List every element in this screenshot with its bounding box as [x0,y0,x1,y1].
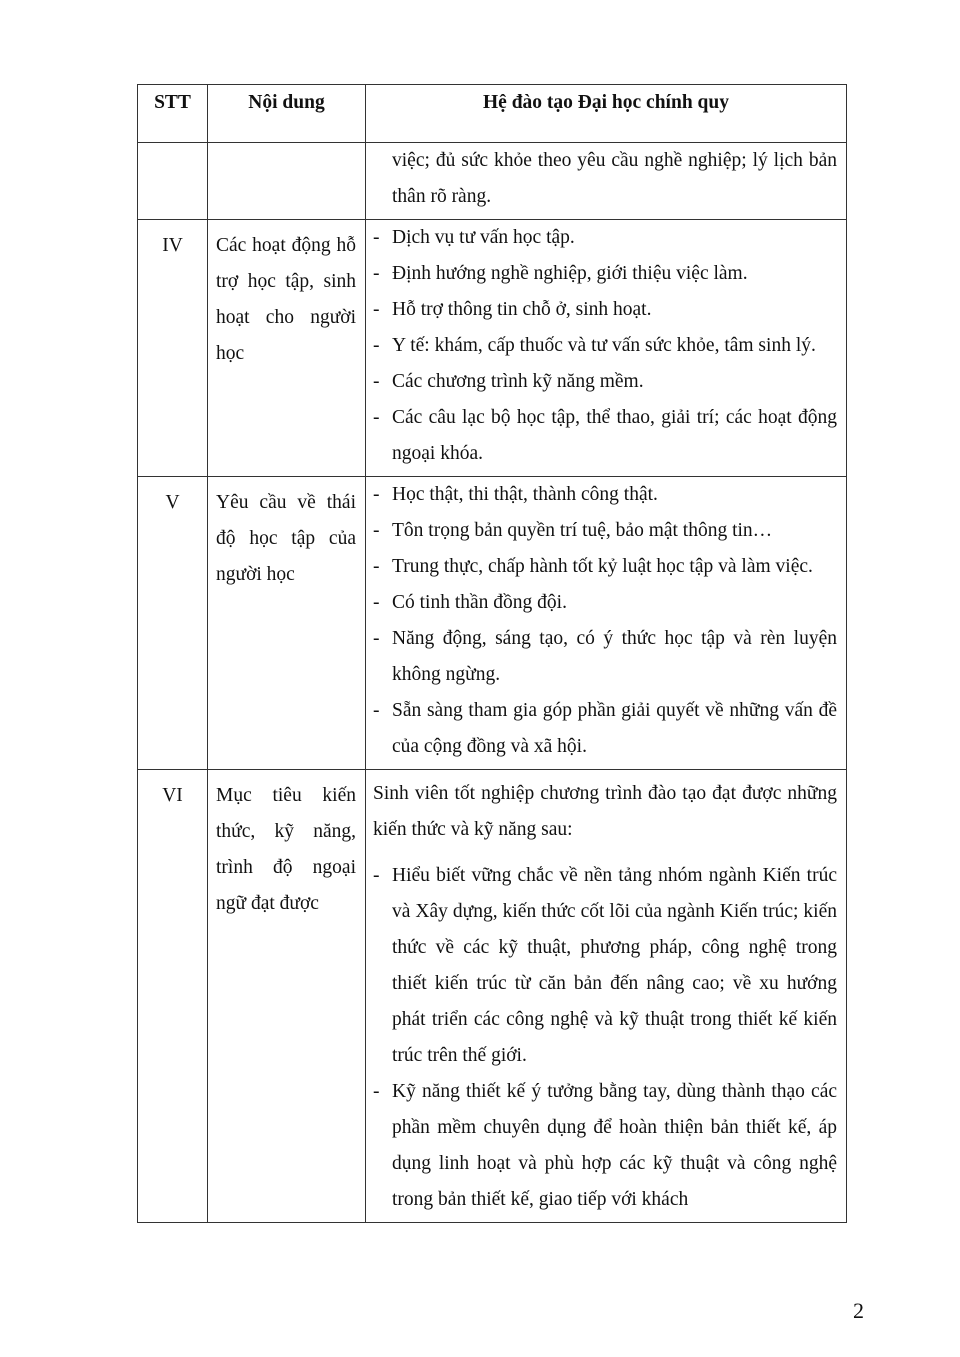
stt-cell: V [138,477,208,770]
continuation-text: việc; đủ sức khỏe theo yêu cầu nghề nghiệp; lý lịch bản thân rõ ràng. [392,150,837,207]
topic-cell [208,477,366,770]
list-item: - Trung thực, chấp hành tốt kỷ luật học tập và làm việc. [373,549,837,585]
list-item: - Hỗ trợ thông tin chỗ ở, sinh hoạt. [373,292,837,328]
stt-cell: VI [138,770,208,1223]
list-item: - Các chương trình kỹ năng mềm. [373,364,837,400]
table-header-row [138,85,847,143]
bullet-list [373,858,837,1218]
table-row-continuation [138,143,847,220]
intro-text: Sinh viên tốt nghiệp chương trình đào tạo đạt được những kiến thức và kỹ năng sau: [373,783,837,840]
stt-cell: IV [138,220,208,477]
list-item: - Các câu lạc bộ học tập, thể thao, giải trí; các hoạt động ngoại khóa. [373,400,837,472]
list-item: - Sẵn sàng tham gia góp phần giải quyết về những vấn đề của cộng đồng và xã hội. [373,693,837,765]
program-cell [366,770,847,1223]
table-row [138,220,847,477]
list-item: - Y tế: khám, cấp thuốc và tư vấn sức khỏe, tâm sinh lý. [373,328,837,364]
topic-text: Mục tiêu kiến thức, kỹ năng, trình độ ngoại ngữ đạt được [216,785,356,914]
header-program: Hệ đào tạo Đại học chính quy [366,85,847,143]
topic-cell [208,770,366,1223]
list-item: - Năng động, sáng tạo, có ý thức học tập và rèn luyện không ngừng. [373,621,837,693]
program-cell [366,220,847,477]
bullet-list [373,477,837,765]
topic-cell [208,220,366,477]
topic-text: Các hoạt động hỗ trợ học tập, sinh hoạt cho người học [216,235,356,364]
header-stt: STT [138,85,208,143]
list-item: - Dịch vụ tư vấn học tập. [373,220,837,256]
list-item: - Hiểu biết vững chắc về nền tảng nhóm ngành Kiến trúc và Xây dựng, kiến thức cốt lõi của ngành Kiến trúc; kiến thức về các kỹ thuật, phương pháp, công nghệ trong thiết kiến trúc từ căn bản đến nâng cao; về xu hướng phát triển các công nghệ và kỹ thuật trong thiết kế kiến trúc trên thế giới. [373,858,837,1074]
list-item: - Có tinh thần đồng đội. [373,585,837,621]
list-item: - Học thật, thi thật, thành công thật. [373,477,837,513]
topic-cell [208,143,366,220]
list-item: - Định hướng nghề nghiệp, giới thiệu việc làm. [373,256,837,292]
program-cell [366,477,847,770]
stt-cell [138,143,208,220]
table-row [138,477,847,770]
curriculum-table [137,84,847,1223]
topic-text: Yêu cầu về thái độ học tập của người học [216,492,356,585]
page-number: 2 [853,1298,864,1323]
header-content: Nội dung [208,85,366,143]
program-cell [366,143,847,220]
bullet-list [373,220,837,472]
list-item: - Tôn trọng bản quyền trí tuệ, bảo mật thông tin… [373,513,837,549]
table-row [138,770,847,1223]
list-item: - Kỹ năng thiết kế ý tưởng bằng tay, dùng thành thạo các phần mềm chuyên dụng để hoàn thiện bản thiết kế, áp dụng linh hoạt và phù hợp các kỹ thuật và công nghệ trong bản thiết kế, giao tiếp với khách [373,1074,837,1218]
